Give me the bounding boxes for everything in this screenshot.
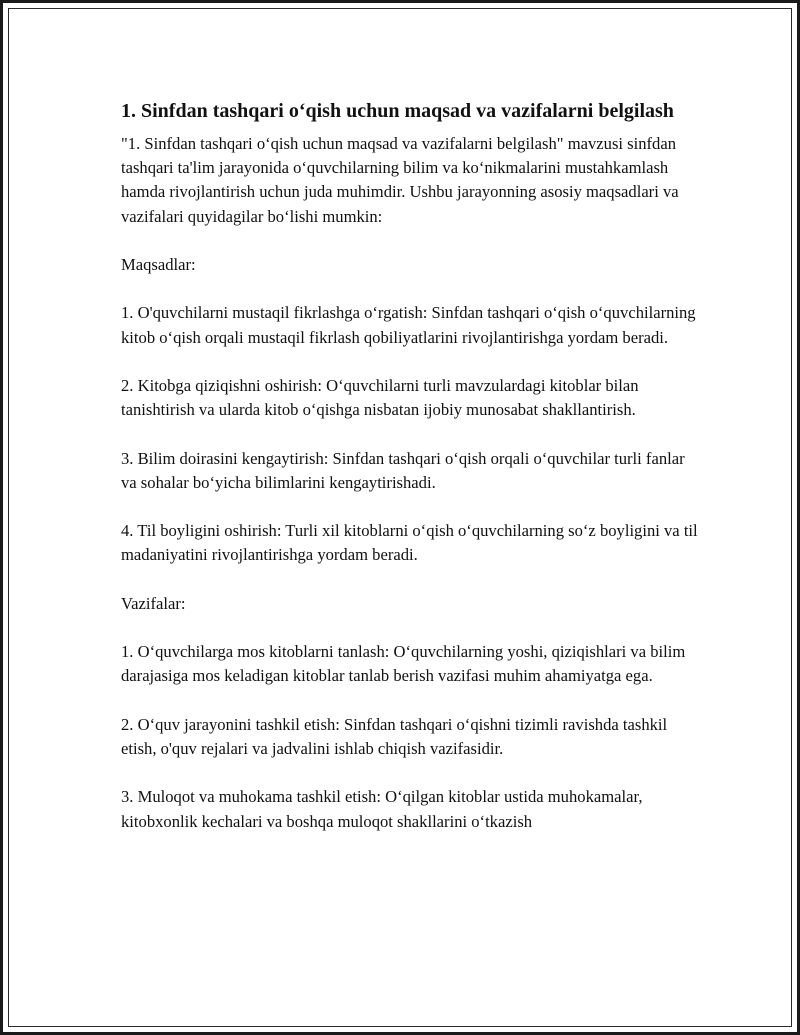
goals-heading: Maqsadlar: <box>121 255 196 274</box>
task-item-3: 3. Muloqot va muhokama tashkil etish: O‘qilgan kitoblar ustida muhokamalar, kitobxonlik kechalari va boshqa muloqot shakllarini o‘tkazish <box>121 787 643 831</box>
goal-item-4: 4. Til boyligini oshirish: Turli xil kitoblarni o‘qish o‘quvchilarning so‘z boyligini va til madaniyatini rivojlantirishga yordam beradi. <box>121 521 698 565</box>
document-body <box>121 97 701 834</box>
tasks-heading: Vazifalar: <box>121 593 186 613</box>
task-item-1: 1. O‘quvchilarga mos kitoblarni tanlash: O‘quvchilarning yoshi, qiziqishlari va bilim darajasiga mos keladigan kitoblar tanlab berish vazifasi muhim ahamiyatga ega. <box>121 642 686 686</box>
goal-item-3: 3. Bilim doirasini kengaytirish: Sinfdan tashqari o‘qish orqali o‘quvchilar turli fanlar va sohalar bo‘yicha bilimlarini kengaytirishadi. <box>121 448 685 492</box>
goal-item-1: 1. O'quvchilarni mustaqil fikrlashga o‘rgatish: Sinfdan tashqari o‘qish o‘quvchilarning kitob o‘qish orqali mustaqil fikrlash qobiliyatlarini rivojlantirishga yordam beradi. <box>121 303 696 347</box>
intro-paragraph: "1. Sinfdan tashqari o‘qish uchun maqsad va vazifalarni belgilash" mavzusi sinfdan tashqari ta'lim jarayonida o‘quvchilarning bilim va ko‘nikmalarini mustahkamlash hamda rivojlantirish uchun juda muhimdir. Ushbu jarayonning asosiy maqsadlari va vazifalari quyidagilar bo‘lishi mumkin: <box>121 134 679 226</box>
section-heading: 1. Sinfdan tashqari o‘qish uchun maqsad va vazifalarni belgilash <box>121 100 674 122</box>
goal-item-2: 2. Kitobga qiziqishni oshirish: O‘quvchilarni turli mavzulardagi kitoblar bilan tanishtirish va ularda kitob o‘qishga nisbatan ijobiy munosabat shakllantirish. <box>121 375 639 420</box>
task-item-2: 2. O‘quv jarayonini tashkil etish: Sinfdan tashqari o‘qishni tizimli ravishda tashkil etish, o'quv rejalari va jadvalini ishlab chiqish vazifasidir. <box>121 714 668 758</box>
